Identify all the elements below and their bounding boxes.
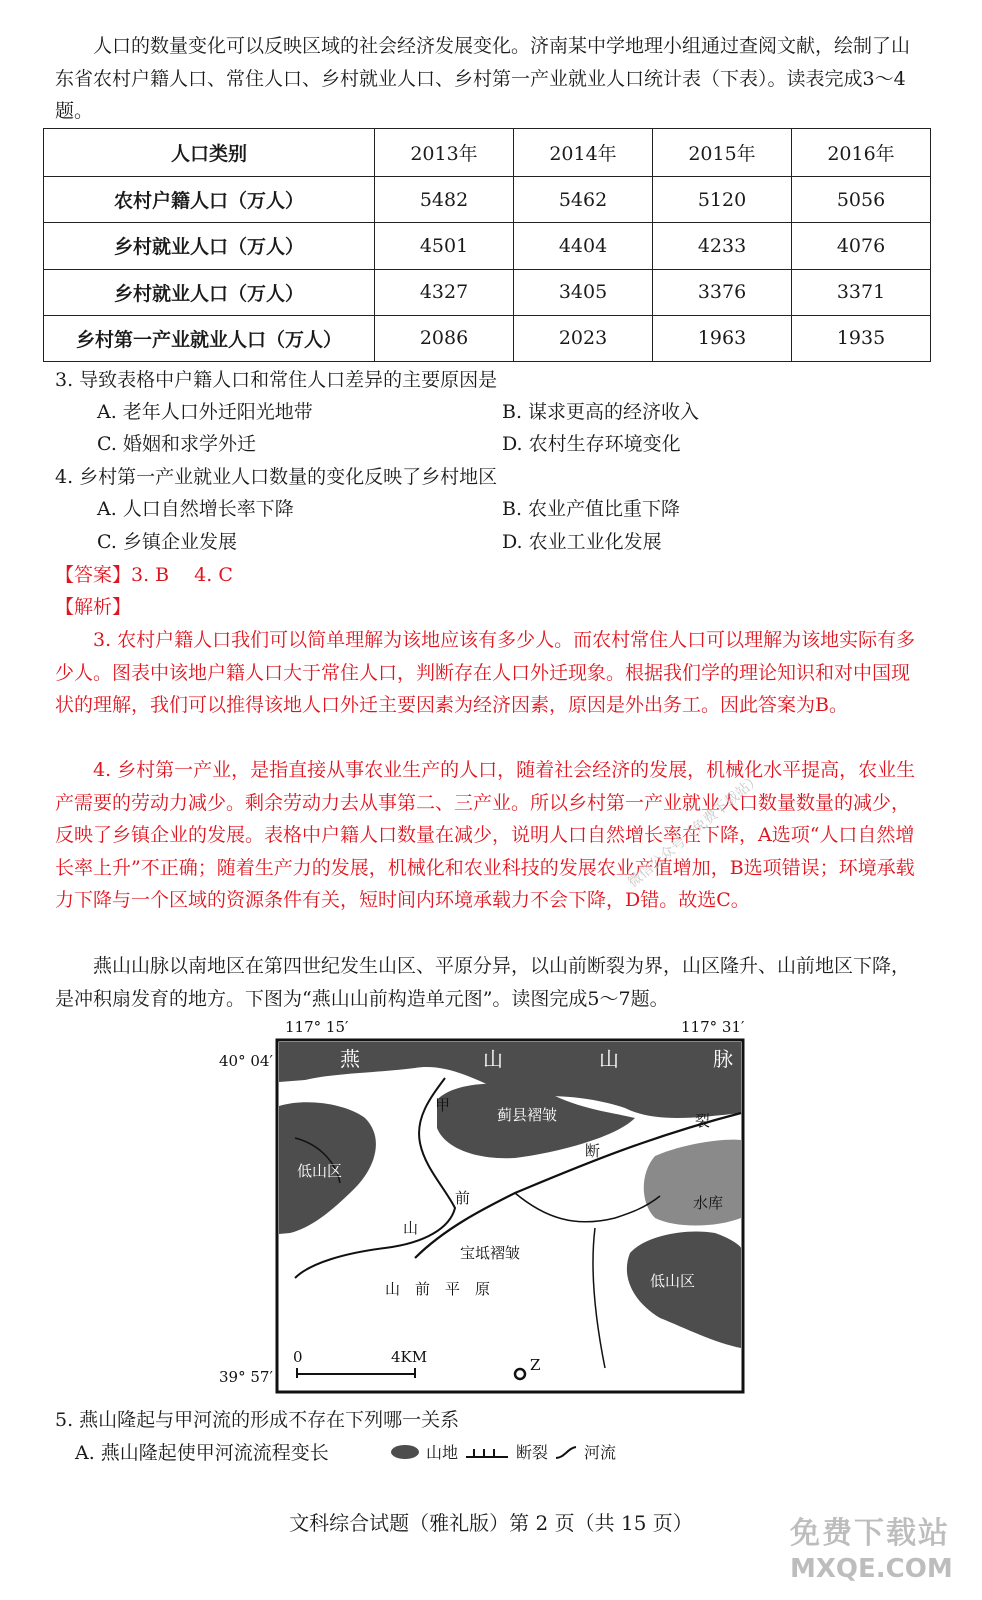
question-3-stem: 3. 导致表格中户籍人口和常住人口差异的主要原因是 — [55, 369, 498, 391]
page-footer: 文科综合试题（雅礼版）第 2 页（共 15 页） — [289, 1511, 693, 1535]
map-label-reservoir: 水库 — [693, 1194, 724, 1212]
question-4-option-a[interactable]: A. 人口自然增长率下降 — [97, 498, 294, 520]
map-label-jixian: 蓟县褶皱 — [497, 1106, 558, 1124]
map-label-shan2: 山 — [599, 1047, 619, 1071]
map-lon-left: 117° 15′ — [285, 1018, 349, 1036]
question-3-option-a[interactable]: A. 老年人口外迁阳光地带 — [97, 401, 313, 423]
table-header-year: 2014年 — [514, 129, 653, 177]
table-cell: 5120 — [653, 177, 792, 223]
table-cell: 4076 — [792, 223, 931, 269]
row-label: 乡村就业人口（万人） — [44, 269, 375, 315]
legend-river: 河流 — [584, 1443, 617, 1462]
intro-paragraph: 人口的数量变化可以反映区域的社会经济发展变化。济南某中学地理小组通过查阅文献，绘制了山东省农村户籍人口、常住人口、乡村就业人口、乡村第一产业就业人口统计表（下表）。读表完成3～4题。 — [55, 35, 911, 122]
table-cell: 2023 — [514, 315, 653, 361]
table-cell: 4404 — [514, 223, 653, 269]
table-cell: 1963 — [653, 315, 792, 361]
scale-zero: 0 — [293, 1348, 303, 1366]
mountain-legend-icon — [390, 1444, 420, 1460]
map-lat-top: 40° 04′ — [219, 1052, 273, 1070]
watermark: 微信公众号（免费下载站） — [625, 770, 765, 891]
map-lat-bottom: 39° 57′ — [219, 1368, 273, 1386]
table-cell: 3405 — [514, 269, 653, 315]
table-row — [44, 315, 931, 361]
table-row — [44, 177, 931, 223]
question-4-option-c[interactable]: C. 乡镇企业发展 — [97, 531, 237, 553]
map-label-fault-lie: 裂 — [695, 1112, 711, 1130]
map-legend — [390, 1440, 616, 1463]
logo-url: MXQE.COM — [790, 1554, 953, 1584]
question-5-stem: 5. 燕山隆起与甲河流的形成不存在下列哪一关系 — [55, 1409, 460, 1431]
map-label-plain: 山 前 平 原 — [385, 1280, 491, 1298]
table-cell: 5056 — [792, 177, 931, 223]
analysis-4: 4. 乡村第一产业，是指直接从事农业生产的人口，随着社会经济的发展，机械化水平提高，农业生产需要的劳动力减少。剩余劳动力去从事第二、三产业。所以乡村第一产业就业人口数量数量的减少，反映了乡镇企业的发展。表格中户籍人口数量在减少，说明人口自然增长率在下降，A选项“人口自然增长率上升”不正确；随着生产力的发展，机械化和农业科技的发展农业产值增加，B选项错误；环境承载力下降与一个区域的资源条件有关，短时间内环境承载力不会下降，D错。故选C。 — [55, 759, 916, 911]
map-label-mai: 脉 — [713, 1047, 733, 1071]
table-row — [44, 269, 931, 315]
question-3-option-b[interactable]: B. 谋求更高的经济收入 — [502, 401, 700, 423]
fault-legend-icon — [464, 1444, 510, 1460]
table-cell: 3376 — [653, 269, 792, 315]
map-label-lowhills-left: 低山区 — [297, 1162, 343, 1180]
map-label-fault-shan: 山 — [403, 1219, 419, 1237]
map-label-fault-duan: 断 — [585, 1142, 601, 1160]
table-cell: 5462 — [514, 177, 653, 223]
table-header-year: 2016年 — [792, 129, 931, 177]
tectonic-map — [215, 1018, 775, 1400]
table-cell: 2086 — [375, 315, 514, 361]
table-cell: 4233 — [653, 223, 792, 269]
table-row — [44, 223, 931, 269]
row-label: 乡村第一产业就业人口（万人） — [44, 315, 375, 361]
analysis-3: 3. 农村户籍人口我们可以简单理解为该地应该有多少人。而农村常住人口可以理解为该地实际有多少人。图表中该地户籍人口大于常住人口，判断存在人口外迁现象。根据我们学的理论知识和对中国现状的理解，我们可以推得该地人口外迁主要因素为经济因素，原因是外出务工。因此答案为B。 — [55, 629, 916, 716]
table-cell: 4501 — [375, 223, 514, 269]
river-legend-icon — [554, 1444, 578, 1460]
map-label-baodi: 宝坻褶皱 — [460, 1244, 521, 1262]
question-3-option-c[interactable]: C. 婚姻和求学外迁 — [97, 433, 256, 455]
analysis-label: 【解析】 — [55, 596, 132, 618]
map-label-shan1: 山 — [483, 1047, 503, 1071]
row-label: 乡村就业人口（万人） — [44, 223, 375, 269]
question-4-option-b[interactable]: B. 农业产值比重下降 — [502, 498, 681, 520]
population-table — [43, 128, 931, 362]
table-cell: 3371 — [792, 269, 931, 315]
logo-text: 免费下载站 — [790, 1516, 950, 1551]
map-label-yan: 燕 — [340, 1047, 360, 1071]
table-cell: 1935 — [792, 315, 931, 361]
table-header-year: 2015年 — [653, 129, 792, 177]
map-label-fault-qian: 前 — [455, 1189, 471, 1207]
table-header-category: 人口类别 — [44, 129, 375, 177]
scale-4km: 4KM — [391, 1348, 428, 1366]
table-header-year: 2013年 — [375, 129, 514, 177]
question-5-option-a[interactable]: A. 燕山隆起使甲河流流程变长 — [75, 1442, 329, 1464]
question-3-option-d[interactable]: D. 农村生存环境变化 — [502, 433, 681, 455]
legend-fault: 断裂 — [516, 1443, 549, 1462]
table-cell: 5482 — [375, 177, 514, 223]
legend-mountain: 山地 — [426, 1443, 459, 1462]
answer-line: 【答案】3. B 4. C — [55, 564, 233, 586]
question-4-stem: 4. 乡村第一产业就业人口数量的变化反映了乡村地区 — [55, 466, 498, 488]
table-cell: 4327 — [375, 269, 514, 315]
intro-paragraph-2: 燕山山脉以南地区在第四世纪发生山区、平原分异，以山前断裂为界，山区隆升、山前地区下降，是冲积扇发育的地方。下图为“燕山山前构造单元图”。读图完成5～7题。 — [55, 955, 911, 1010]
row-label: 农村户籍人口（万人） — [44, 177, 375, 223]
site-logo — [790, 1500, 970, 1596]
map-label-jia: 甲 — [435, 1096, 451, 1114]
map-lon-right: 117° 31′ — [681, 1018, 745, 1036]
location-z-label: Z — [530, 1356, 541, 1374]
question-4-option-d[interactable]: D. 农业工业化发展 — [502, 531, 662, 553]
map-label-lowhills-right: 低山区 — [650, 1272, 696, 1290]
